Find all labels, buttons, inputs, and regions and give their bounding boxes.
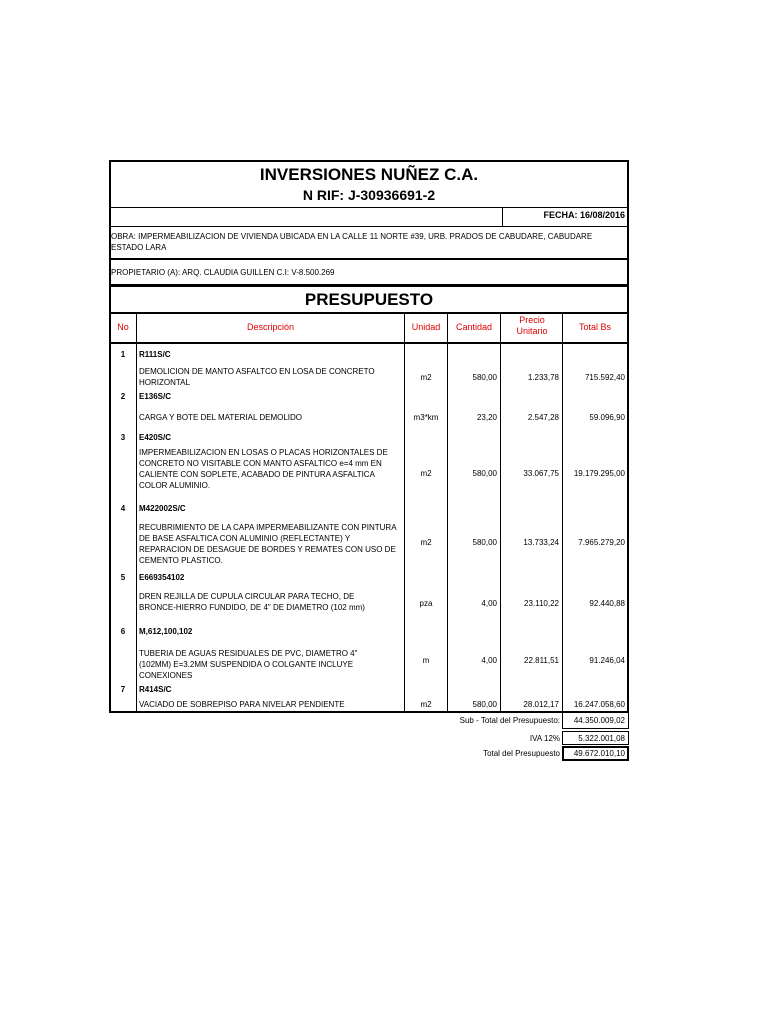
company-rif: N RIF: J-30936691-2 — [302, 187, 436, 203]
header-divider — [109, 342, 629, 344]
propietario-text: PROPIETARIO (A): ARQ. CLAUDIA GUILLEN C.I: V-8.500.269 — [111, 268, 335, 277]
item-precio: 33.067,75 — [523, 469, 559, 478]
subtotal-value: 44.350.009,02 — [573, 716, 625, 725]
header-precio-unitario: Precio Unitario — [516, 315, 548, 336]
item-precio: 1.233,78 — [527, 373, 559, 382]
item-code: E420S/C — [139, 433, 172, 442]
total-label: Total del Presupuesto — [483, 749, 560, 758]
total-value: 49.672.010,10 — [573, 749, 625, 758]
header-cantidad: Cantidad — [455, 322, 493, 332]
item-cantidad: 23,20 — [476, 413, 497, 422]
item-no: 2 — [120, 392, 126, 401]
item-cantidad: 580,00 — [472, 538, 497, 547]
divider — [109, 207, 629, 208]
item-cantidad: 580,00 — [472, 469, 497, 478]
item-cantidad: 580,00 — [472, 700, 497, 709]
item-no: 5 — [120, 573, 126, 582]
item-cantidad: 4,00 — [481, 599, 497, 608]
item-code: E669354102 — [139, 573, 185, 582]
item-total: 19.179.295,00 — [573, 469, 625, 478]
iva-value: 5.322.001,08 — [578, 734, 625, 743]
item-no: 1 — [120, 350, 126, 359]
company-name: INVERSIONES NUÑEZ C.A. — [259, 165, 479, 184]
item-unidad: m2 — [420, 373, 432, 382]
item-unidad: m3*km — [413, 413, 439, 422]
item-total: 715.592,40 — [584, 373, 625, 382]
item-total: 16.247.058,60 — [573, 700, 625, 709]
item-no: 4 — [120, 504, 126, 513]
item-no: 6 — [120, 627, 126, 636]
item-precio: 2.547,28 — [527, 413, 559, 422]
fecha: FECHA: 16/08/2016 — [543, 210, 625, 220]
item-cantidad: 4,00 — [481, 656, 497, 665]
item-unidad: m2 — [420, 469, 432, 478]
item-cantidad: 580,00 — [472, 373, 497, 382]
subtotal-label: Sub - Total del Presupuesto: — [459, 716, 560, 725]
item-unidad: m2 — [420, 700, 432, 709]
header-no: No — [117, 322, 129, 332]
item-description: CARGA Y BOTE DEL MATERIAL DEMOLIDO — [139, 413, 303, 422]
item-description: DREN REJILLA DE CUPULA CIRCULAR PARA TECHO, DE BRONCE-HIERRO FUNDIDO, DE 4" DE DIAMETRO (102 mm) — [139, 592, 365, 612]
header-descripcion: Descripción — [246, 322, 295, 332]
item-precio: 28.012,17 — [523, 700, 559, 709]
item-description: TUBERIA DE AGUAS RESIDUALES DE PVC, DIAMETRO 4" (102MM) E=3.2MM SUSPENDIDA O COLGANTE INCLUYE CONEXIONES — [139, 649, 358, 680]
item-unidad: m — [422, 656, 430, 665]
item-code: E136S/C — [139, 392, 172, 401]
item-precio: 23.110,22 — [524, 599, 559, 608]
item-unidad: m2 — [420, 538, 432, 547]
item-total: 92.440,88 — [589, 599, 625, 608]
item-precio: 13.733,24 — [523, 538, 559, 547]
divider — [502, 207, 503, 226]
item-description: IMPERMEABILIZACION EN LOSAS O PLACAS HORIZONTALES DE CONCRETO NO VISITABLE CON MANTO ASFALTICO e=4 mm EN CALIENTE CON SOPLETE, ACABADO DE PINTURA ASFALTICA COLOR ALUMINIO. — [139, 448, 388, 490]
item-total: 91.246,04 — [589, 656, 625, 665]
iva-label: IVA 12% — [529, 734, 560, 743]
item-description: DEMOLICION DE MANTO ASFALTCO EN LOSA DE CONCRETO HORIZONTAL — [139, 367, 375, 387]
item-code: R414S/C — [139, 685, 172, 694]
item-code: M,612,100,102 — [139, 627, 193, 636]
item-code: M422002S/C — [139, 504, 186, 513]
divider — [109, 226, 629, 227]
item-total: 7.965.279,20 — [578, 538, 625, 547]
section-title: PRESUPUESTO — [304, 290, 434, 309]
obra-text: OBRA: IMPERMEABILIZACION DE VIVIENDA UBICADA EN LA CALLE 11 NORTE #39, URB. PRADOS DE CABUDARE, CABUDARE ESTADO LARA — [111, 232, 593, 252]
item-no: 3 — [120, 433, 126, 442]
item-total: 59.096,90 — [589, 413, 625, 422]
header-total: Total Bs — [578, 322, 611, 332]
col-divider — [136, 312, 137, 713]
item-precio: 22.811,51 — [524, 656, 559, 665]
item-description: VACIADO DE SOBREPISO PARA NIVELAR PENDIENTE — [139, 700, 345, 709]
header-unidad: Unidad — [411, 322, 441, 332]
item-no: 7 — [120, 685, 126, 694]
item-unidad: pza — [419, 599, 433, 608]
item-code: R111S/C — [139, 350, 171, 359]
item-description: RECUBRIMIENTO DE LA CAPA IMPERMEABILIZANTE CON PINTURA DE BASE ASFALTICA CON ALUMINIO (REFLECTANTE) Y REPARACION DE DESAGUE DE BORDES Y REMATES CON USO DE CEMENTO PLASTICO. — [139, 523, 397, 565]
